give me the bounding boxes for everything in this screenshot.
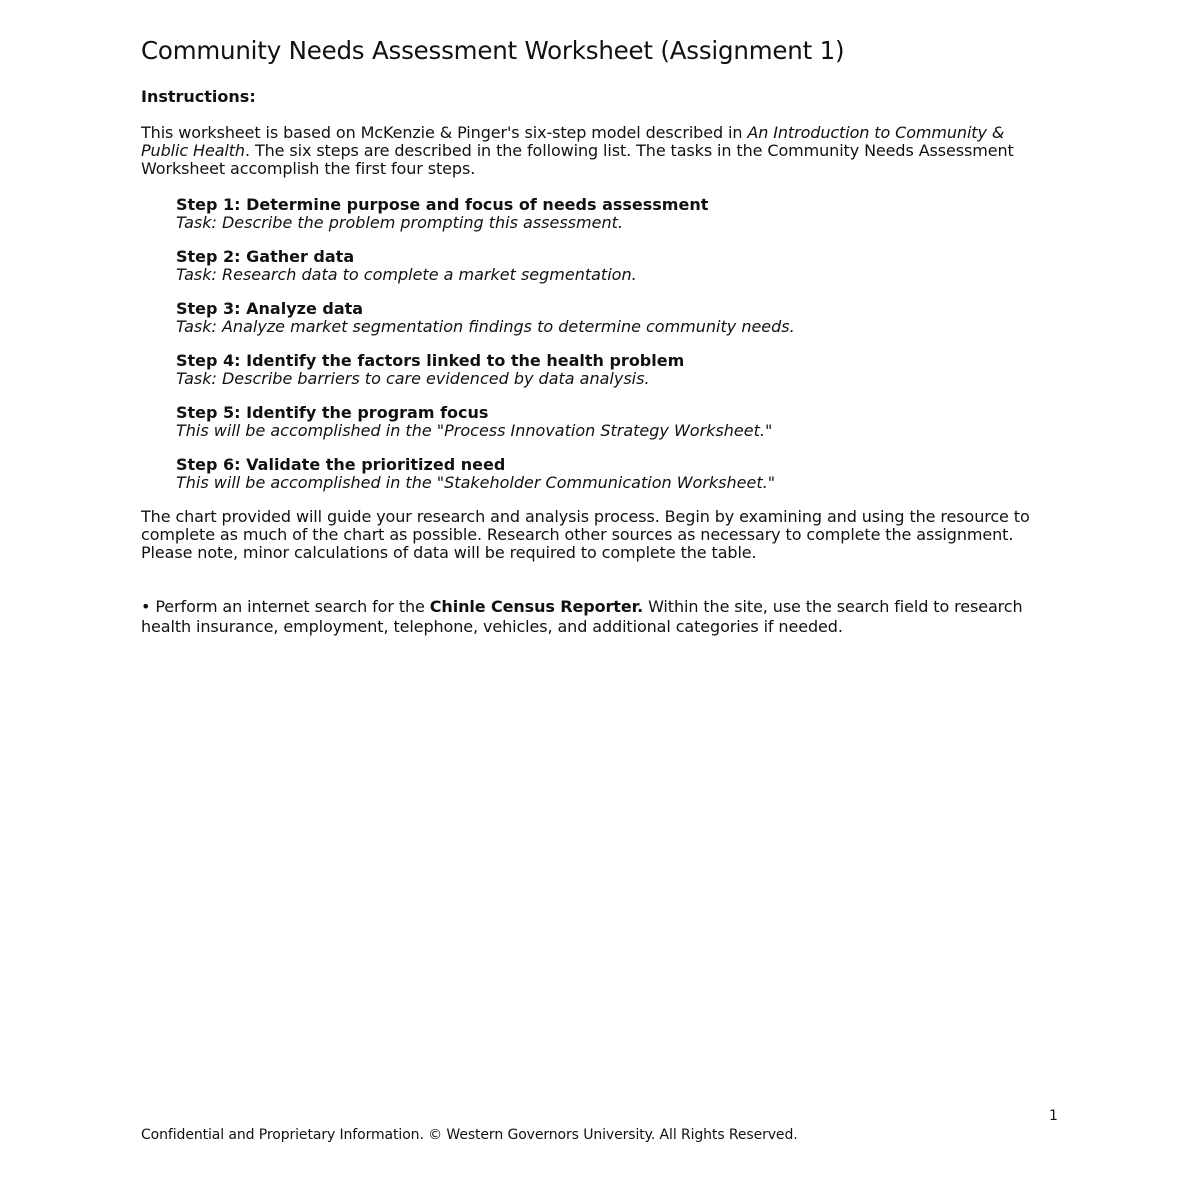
chart-guidance-paragraph: The chart provided will guide your research and analysis process. Begin by examining and using the resource to complete as much of the chart as possible. Research other sources as necessary to complete the assignment. Please note, minor calculations of data will be required to complete the table. — [141, 507, 1030, 562]
steps-list — [176, 196, 1051, 492]
step-task: This will be accomplished in the "Stakeholder Communication Worksheet." — [176, 473, 776, 493]
bullet-text-part1: Perform an internet search for the — [150, 596, 430, 616]
page-number: 1 — [1049, 1108, 1058, 1124]
step-title: Step 1: Determine purpose and focus of needs assessment — [176, 195, 709, 215]
bullet-instruction — [141, 597, 1051, 637]
step-title: Step 2: Gather data — [176, 247, 355, 267]
bullet-marker: • — [141, 596, 151, 616]
step-task: Task: Analyze market segmentation findings to determine community needs. — [176, 317, 795, 337]
book-title: An Introduction to Community & Public Health — [141, 123, 1005, 160]
step-task: This will be accomplished in the "Process Innovation Strategy Worksheet." — [176, 421, 773, 441]
intro-text-part2: . The six steps are described in the following list. The tasks in the Community Needs Assessment Worksheet accomplish the first four steps. — [141, 140, 1014, 178]
document-body — [141, 34, 1051, 637]
step-task: Task: Describe barriers to care evidenced by data analysis. — [176, 369, 650, 389]
intro-paragraph — [141, 124, 1051, 177]
step-item — [176, 352, 1051, 388]
step-item — [176, 196, 1051, 232]
step-item — [176, 404, 1051, 440]
step-item — [176, 248, 1051, 284]
bullet-bold-text: Chinle Census Reporter. — [429, 596, 644, 616]
step-task: Task: Research data to complete a market segmentation. — [176, 265, 637, 285]
step-item — [176, 300, 1051, 336]
footer-text: Confidential and Proprietary Information. © Western Governors University. All Rights Reserved. — [141, 1127, 798, 1143]
instructions-heading: Instructions: — [141, 87, 256, 106]
step-item — [176, 456, 1051, 492]
bullet-text-part2: Within the site, use the search field to research health insurance, employment, telephone, vehicles, and additional categories if needed. — [141, 596, 1023, 636]
step-task: Task: Describe the problem prompting this assessment. — [176, 213, 623, 233]
step-title: Step 4: Identify the factors linked to the health problem — [176, 351, 685, 371]
step-title: Step 5: Identify the program focus — [176, 403, 489, 423]
step-title: Step 6: Validate the prioritized need — [176, 455, 506, 475]
document-title: Community Needs Assessment Worksheet (Assignment 1) — [141, 36, 845, 65]
intro-text-part1: This worksheet is based on McKenzie & Pinger's six-step model described in — [141, 123, 748, 142]
step-title: Step 3: Analyze data — [176, 299, 364, 319]
